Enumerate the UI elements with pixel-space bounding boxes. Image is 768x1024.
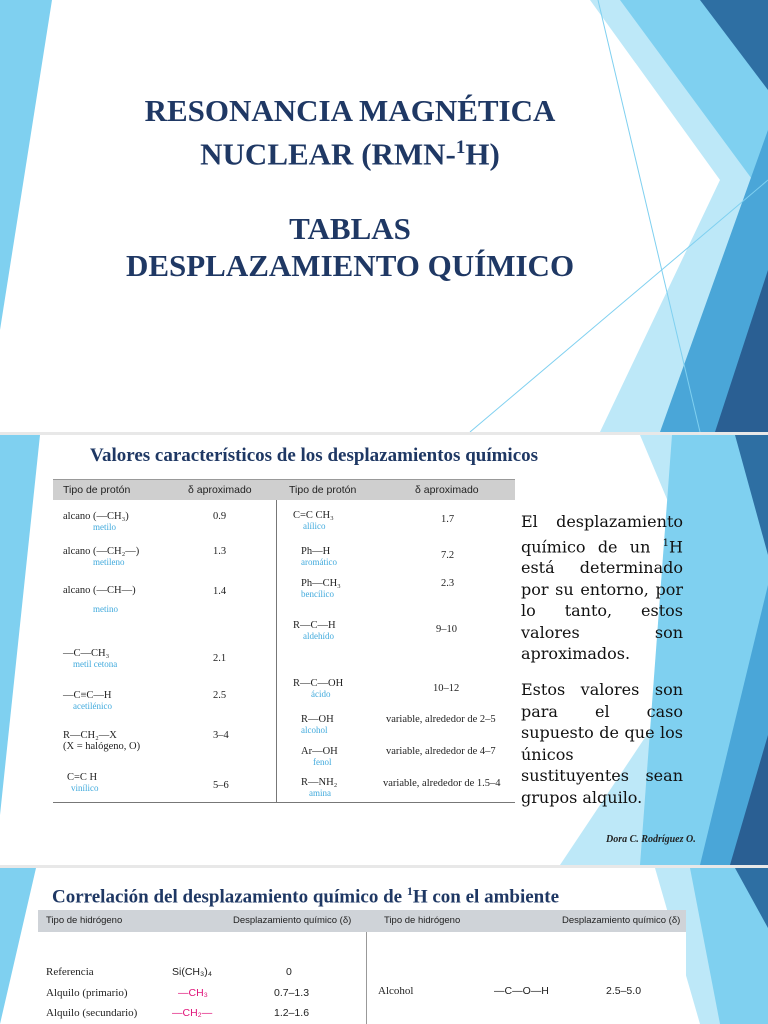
delta-value: 1.3 — [213, 546, 227, 557]
author-signature: Dora C. Rodríguez O. — [606, 834, 696, 845]
delta-value: variable, alrededor de 4–7 — [386, 746, 496, 757]
delta-value: 5–6 — [213, 780, 229, 791]
group-name: metil cetona — [73, 659, 118, 669]
formula: alcano (—CH₃) — [63, 511, 129, 522]
group-name: (X = halógeno, O) — [63, 741, 141, 752]
delta-value: 1.7 — [441, 514, 455, 525]
delta-value: 2.5–5.0 — [606, 985, 642, 997]
formula: R—C—OH — [293, 678, 344, 689]
formula: Ph—CH₃ — [301, 578, 341, 589]
delta-value: variable, alrededor de 1.5–4 — [383, 778, 501, 789]
group-name: alílico — [303, 521, 326, 531]
delta-value: 7.2 — [441, 550, 455, 561]
table-row — [301, 777, 337, 798]
slide-heading: Valores característicos de los desplazamientos químicos — [90, 445, 539, 466]
hydrogen-type: Alcohol — [378, 985, 414, 997]
formula: R—OH — [301, 714, 334, 725]
delta-value: 3–4 — [213, 730, 229, 741]
table-row — [301, 714, 334, 735]
slide-heading: Correlación del desplazamiento químico de $^1$H con el ambiente — [52, 884, 560, 908]
table-row — [293, 620, 336, 641]
delta-value: 0.7–1.3 — [274, 987, 310, 999]
group-name: aldehído — [303, 631, 334, 641]
subtitle — [40, 210, 660, 284]
formula: —C≡C—H — [63, 690, 112, 701]
table-row — [63, 585, 136, 614]
table-row — [63, 511, 129, 532]
table-row — [293, 510, 334, 531]
formula: R—NH₂ — [301, 777, 338, 788]
formula: —C—O—H — [494, 985, 549, 997]
explanation-paragraph-2: Estos valores son para el caso supuesto de que los únicos sustituyentes sean grupos alquilo. — [521, 680, 683, 807]
delta-value: 0 — [286, 966, 292, 978]
title-line-1: RESONANCIA MAGNÉTICA — [144, 93, 556, 128]
group-name: metilo — [93, 522, 116, 532]
group-name: alcohol — [301, 725, 328, 735]
formula: alcano (—CH₂—) — [63, 546, 140, 557]
hydrogen-type: Alquilo (primario) — [46, 987, 128, 999]
table-slide — [0, 435, 768, 865]
formula: Ph—H — [301, 546, 331, 557]
delta-value: 2.3 — [441, 578, 455, 589]
title-slide — [0, 0, 768, 432]
formula: —CH₃ — [178, 987, 208, 999]
group-name: metileno — [93, 557, 125, 567]
delta-value: 2.1 — [213, 653, 227, 664]
group-name: bencílico — [301, 589, 334, 599]
table-row — [293, 678, 343, 699]
shift-table — [53, 479, 515, 810]
column-divider — [366, 932, 367, 1024]
table-row — [63, 730, 140, 752]
table-header — [38, 910, 686, 932]
formula: Si(CH₃)₄ — [172, 966, 213, 978]
table-row — [63, 690, 112, 711]
table-row — [63, 648, 117, 669]
formula: C=C H — [67, 772, 98, 783]
group-name: acetilénico — [73, 701, 112, 711]
table-header — [53, 480, 515, 500]
correlation-table — [38, 910, 686, 1024]
delta-value: 1.4 — [213, 586, 227, 597]
delta-value: 0.9 — [213, 511, 227, 522]
subtitle-line-1: TABLAS — [289, 211, 411, 246]
formula: R—C—H — [293, 620, 336, 631]
formula: R—CH₂—X — [63, 730, 117, 741]
formula: C=C CH₃ — [293, 510, 334, 521]
delta-value: 9–10 — [436, 624, 457, 635]
title-line-2: NUCLEAR (RMN-$^1$H) — [200, 136, 500, 172]
delta-value: 1.2–1.6 — [274, 1007, 310, 1019]
table-row — [67, 772, 99, 793]
formula: —CH₂— — [172, 1007, 213, 1019]
group-name: aromático — [301, 557, 337, 567]
delta-value: variable, alrededor de 2–5 — [386, 714, 496, 725]
header-cell: Tipo de protón — [63, 484, 131, 496]
table-row — [301, 746, 338, 767]
formula: Ar—OH — [301, 746, 338, 757]
delta-value: 10–12 — [433, 683, 460, 694]
table-bottom-line — [53, 802, 515, 803]
group-name: metino — [93, 604, 118, 614]
table-row — [63, 546, 139, 567]
subtitle-line-2: DESPLAZAMIENTO QUÍMICO — [125, 248, 575, 283]
explanation-paragraph-1: El desplazamiento químico de un $^1$H está determinado por su entorno, por lo tanto, estos valores son aproximados. — [521, 512, 683, 664]
formula: —C—CH₃ — [63, 648, 110, 659]
hydrogen-type: Referencia — [46, 966, 94, 978]
header-cell: δ aproximado — [415, 484, 479, 496]
header-cell: Tipo de hidrógeno — [46, 915, 123, 926]
formula: alcano (—CH—) — [63, 585, 136, 596]
header-cell: Desplazamiento químico (δ) — [233, 915, 352, 926]
group-name: vinílico — [71, 783, 99, 793]
column-divider — [276, 500, 277, 802]
correlation-slide — [0, 868, 768, 1024]
group-name: fenol — [313, 757, 332, 767]
group-name: amina — [309, 788, 331, 798]
header-cell: Tipo de hidrógeno — [384, 915, 461, 926]
header-cell: Tipo de protón — [289, 484, 357, 496]
table-row — [301, 546, 337, 567]
header-cell: Desplazamiento químico (δ) — [562, 915, 681, 926]
table-row — [301, 578, 341, 599]
group-name: ácido — [311, 689, 331, 699]
main-title — [40, 92, 660, 172]
delta-value: 2.5 — [213, 690, 227, 701]
header-cell: δ aproximado — [188, 484, 252, 496]
hydrogen-type: Alquilo (secundario) — [46, 1007, 138, 1019]
